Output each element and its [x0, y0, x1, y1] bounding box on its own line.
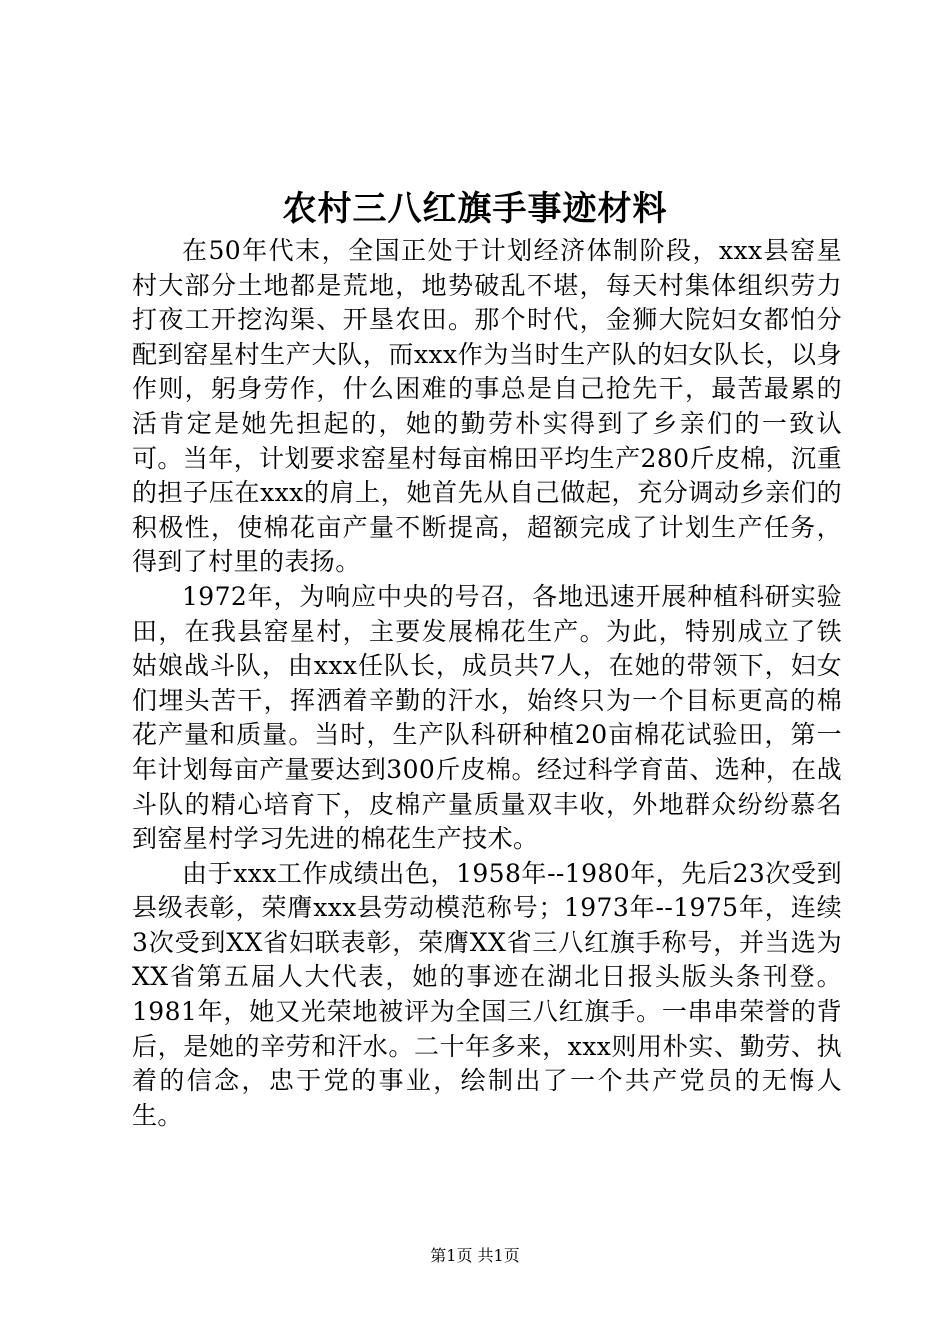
document-body	[132, 234, 842, 1133]
document-title: 农村三八红旗手事迹材料	[282, 189, 668, 229]
paragraph-1: 在50年代末，全国正处于计划经济体制阶段，xxx县窑星村大部分土地都是荒地，地势破乱不堪，每天村集体组织劳力打夜工开挖沟渠、开垦农田。那个时代，金狮大院妇女都怕分配到窑星村生产大队，而xxx作为当时生产队的妇女队长，以身作则，躬身劳作，什么困难的事总是自己抢先干，最苦最累的活肯定是她先担起的，她的勤劳朴实得到了乡亲们的一致认可。当年，计划要求窑星村每亩棉田平均生产280斤皮棉，沉重的担子压在xxx的肩上，她首先从自己做起，充分调动乡亲们的积极性，使棉花亩产量不断提高，超额完成了计划生产任务，得到了村里的表扬。	[132, 236, 842, 577]
paragraph-2: 1972年，为响应中央的号召，各地迅速开展种植科研实验田，在我县窑星村，主要发展棉花生产。为此，特别成立了铁姑娘战斗队，由xxx任队长，成员共7人，在她的带领下，妇女们埋头苦干，挥洒着辛勤的汗水，始终只为一个目标更高的棉花产量和质量。当时，生产队科研种植20亩棉花试验田，第一年计划每亩产量要达到300斤皮棉。经过科学育苗、选种，在战斗队的精心培育下，皮棉产量质量双丰收，外地群众纷纷慕名到窑星村学习先进的棉花生产技术。	[132, 581, 842, 854]
page-footer: 第1页 共1页	[430, 1246, 520, 1265]
paragraph-3: 由于xxx工作成绩出色，1958年--1980年，先后23次受到县级表彰，荣膺xxx县劳动模范称号；1973年--1975年，连续3次受到XX省妇联表彰，荣膺XX省三八红旗手称号，并当选为XX省第五届人大代表，她的事迹在湖北日报头版头条刊登。1981年，她又光荣地被评为全国三八红旗手。一串串荣誉的背后，是她的辛劳和汗水。二十年多来，xxx则用朴实、勤劳、执着的信念，忠于党的事业，绘制出了一个共产党员的无悔人生。	[132, 858, 842, 1130]
